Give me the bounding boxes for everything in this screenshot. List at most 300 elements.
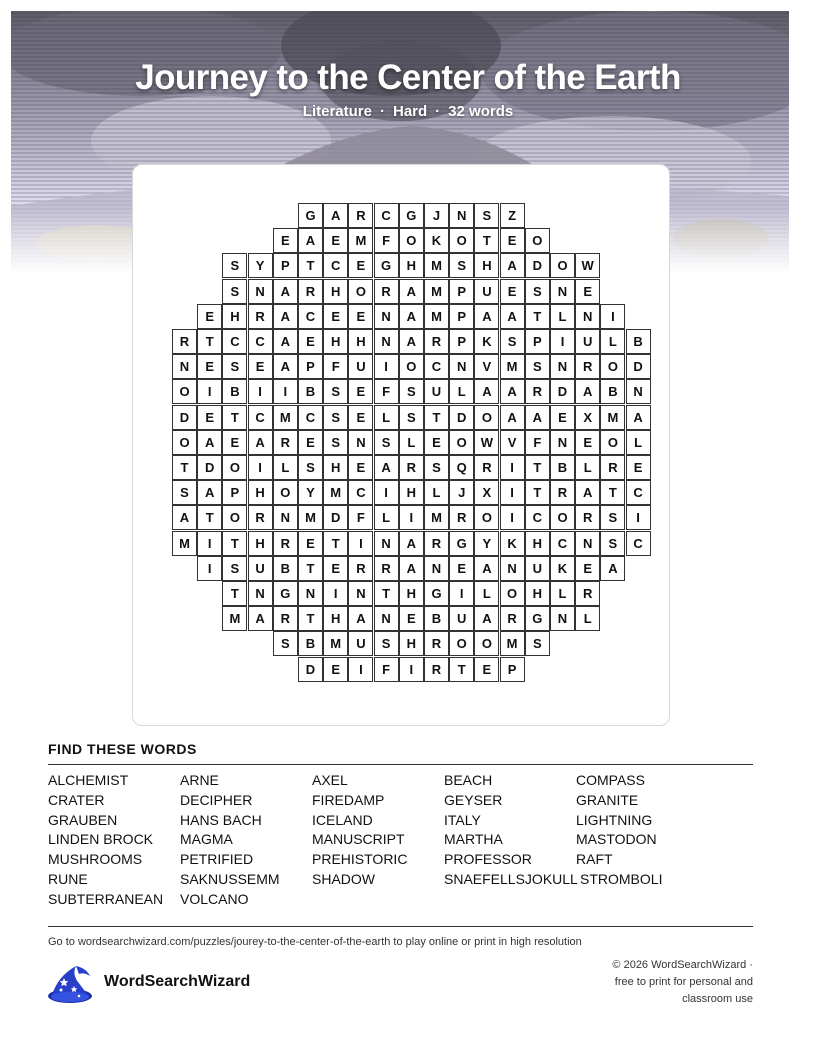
grid-cell[interactable]: E [500,228,525,253]
grid-cell[interactable]: A [348,606,373,631]
grid-cell[interactable]: Z [500,203,525,228]
grid-cell[interactable]: A [197,430,222,455]
grid-cell[interactable]: S [600,505,625,530]
grid-cell[interactable]: O [600,354,625,379]
grid-cell[interactable]: L [424,480,449,505]
grid-cell[interactable]: I [323,581,348,606]
grid-cell[interactable]: R [449,505,474,530]
grid-cell[interactable]: R [248,304,273,329]
grid-cell[interactable]: I [374,354,399,379]
grid-cell[interactable]: T [525,455,550,480]
grid-cell[interactable]: M [600,405,625,430]
grid-cell[interactable]: E [449,556,474,581]
grid-cell[interactable]: F [323,354,348,379]
grid-cell[interactable]: U [575,329,600,354]
grid-cell[interactable]: T [474,228,499,253]
grid-cell[interactable]: N [449,203,474,228]
grid-cell[interactable]: U [348,631,373,656]
grid-cell[interactable]: S [172,480,197,505]
grid-cell[interactable]: I [399,505,424,530]
grid-cell[interactable]: N [550,279,575,304]
grid-cell[interactable]: E [323,657,348,682]
grid-cell[interactable]: A [273,354,298,379]
grid-cell[interactable]: N [374,329,399,354]
grid-cell[interactable]: A [273,279,298,304]
grid-cell[interactable]: A [474,304,499,329]
grid-cell[interactable]: R [298,279,323,304]
grid-cell[interactable]: I [248,379,273,404]
grid-cell[interactable]: B [626,329,651,354]
grid-cell[interactable]: H [248,531,273,556]
grid-cell[interactable]: O [399,354,424,379]
grid-cell[interactable]: R [550,480,575,505]
grid-cell[interactable]: F [374,657,399,682]
grid-cell[interactable]: O [500,581,525,606]
grid-cell[interactable]: G [273,581,298,606]
grid-cell[interactable]: S [222,253,247,278]
grid-cell[interactable]: U [348,354,373,379]
grid-cell[interactable]: T [525,304,550,329]
grid-cell[interactable]: O [600,430,625,455]
grid-cell[interactable]: H [399,581,424,606]
grid-cell[interactable]: R [172,329,197,354]
grid-cell[interactable]: B [424,606,449,631]
grid-cell[interactable]: N [374,531,399,556]
grid-cell[interactable]: U [248,556,273,581]
grid-cell[interactable]: E [575,430,600,455]
grid-cell[interactable]: A [474,556,499,581]
grid-cell[interactable]: M [323,631,348,656]
grid-cell[interactable]: E [197,405,222,430]
grid-cell[interactable]: M [323,480,348,505]
grid-cell[interactable]: C [298,304,323,329]
grid-cell[interactable]: R [575,505,600,530]
grid-cell[interactable]: W [474,430,499,455]
grid-cell[interactable]: R [525,379,550,404]
grid-cell[interactable]: E [222,430,247,455]
grid-cell[interactable]: G [298,203,323,228]
grid-cell[interactable]: A [525,405,550,430]
grid-cell[interactable]: E [348,253,373,278]
grid-cell[interactable]: N [374,304,399,329]
grid-cell[interactable]: N [424,556,449,581]
grid-cell[interactable]: A [500,379,525,404]
grid-cell[interactable]: M [500,354,525,379]
grid-cell[interactable]: O [273,480,298,505]
grid-cell[interactable]: K [550,556,575,581]
grid-cell[interactable]: B [600,379,625,404]
grid-cell[interactable]: S [399,379,424,404]
grid-cell[interactable]: A [474,379,499,404]
grid-cell[interactable]: N [348,430,373,455]
grid-cell[interactable]: S [222,279,247,304]
grid-cell[interactable]: G [424,581,449,606]
grid-cell[interactable]: D [323,505,348,530]
grid-cell[interactable]: F [525,430,550,455]
grid-cell[interactable]: R [273,430,298,455]
grid-cell[interactable]: E [575,279,600,304]
grid-cell[interactable]: C [222,329,247,354]
grid-cell[interactable]: M [222,606,247,631]
grid-cell[interactable]: R [273,606,298,631]
grid-cell[interactable]: P [525,329,550,354]
grid-cell[interactable]: R [575,354,600,379]
grid-cell[interactable]: T [222,531,247,556]
grid-cell[interactable]: E [626,455,651,480]
grid-cell[interactable]: D [626,354,651,379]
grid-cell[interactable]: C [424,354,449,379]
grid-cell[interactable]: D [197,455,222,480]
grid-cell[interactable]: K [424,228,449,253]
grid-cell[interactable]: H [348,329,373,354]
grid-cell[interactable]: I [500,505,525,530]
grid-cell[interactable]: S [374,430,399,455]
grid-cell[interactable]: A [172,505,197,530]
grid-cell[interactable]: T [449,657,474,682]
grid-cell[interactable]: I [449,581,474,606]
grid-cell[interactable]: L [374,405,399,430]
grid-cell[interactable]: L [626,430,651,455]
grid-cell[interactable]: Y [298,480,323,505]
grid-cell[interactable]: I [626,505,651,530]
grid-cell[interactable]: L [474,581,499,606]
grid-cell[interactable]: E [348,379,373,404]
grid-cell[interactable]: J [424,203,449,228]
grid-cell[interactable]: G [525,606,550,631]
grid-cell[interactable]: S [273,631,298,656]
grid-cell[interactable]: L [600,329,625,354]
grid-cell[interactable]: E [500,279,525,304]
grid-cell[interactable]: S [323,379,348,404]
grid-cell[interactable]: E [348,405,373,430]
grid-cell[interactable]: H [525,531,550,556]
grid-cell[interactable]: E [273,228,298,253]
grid-cell[interactable]: O [449,430,474,455]
grid-cell[interactable]: M [424,253,449,278]
grid-cell[interactable]: P [222,480,247,505]
grid-cell[interactable]: C [550,531,575,556]
grid-cell[interactable]: P [298,354,323,379]
grid-cell[interactable]: I [197,556,222,581]
grid-cell[interactable]: A [626,405,651,430]
grid-cell[interactable]: N [374,606,399,631]
grid-cell[interactable]: V [474,354,499,379]
grid-cell[interactable]: D [449,405,474,430]
grid-cell[interactable]: N [575,304,600,329]
grid-cell[interactable]: S [600,531,625,556]
grid-cell[interactable]: T [600,480,625,505]
grid-cell[interactable]: H [323,455,348,480]
grid-cell[interactable]: N [172,354,197,379]
grid-cell[interactable]: B [298,631,323,656]
grid-cell[interactable]: E [298,329,323,354]
grid-cell[interactable]: V [500,430,525,455]
grid-cell[interactable]: S [323,405,348,430]
grid-cell[interactable]: H [323,606,348,631]
grid-cell[interactable]: O [525,228,550,253]
grid-cell[interactable]: T [374,581,399,606]
grid-cell[interactable]: R [474,455,499,480]
grid-cell[interactable]: H [323,329,348,354]
grid-cell[interactable]: E [323,556,348,581]
grid-cell[interactable]: O [550,253,575,278]
grid-cell[interactable]: E [348,304,373,329]
grid-cell[interactable]: S [222,556,247,581]
grid-cell[interactable]: N [298,581,323,606]
grid-cell[interactable]: M [424,505,449,530]
grid-cell[interactable]: A [600,556,625,581]
grid-cell[interactable]: A [399,304,424,329]
grid-cell[interactable]: I [399,657,424,682]
grid-cell[interactable]: Y [474,531,499,556]
grid-cell[interactable]: H [323,279,348,304]
grid-cell[interactable]: H [399,480,424,505]
grid-cell[interactable]: H [525,581,550,606]
grid-cell[interactable]: R [600,455,625,480]
grid-cell[interactable]: O [172,430,197,455]
grid-cell[interactable]: R [374,279,399,304]
grid-cell[interactable]: R [424,657,449,682]
grid-cell[interactable]: F [348,505,373,530]
grid-cell[interactable]: N [626,379,651,404]
grid-cell[interactable]: O [222,455,247,480]
grid-cell[interactable]: N [348,581,373,606]
grid-cell[interactable]: E [575,556,600,581]
grid-cell[interactable]: C [626,531,651,556]
grid-cell[interactable]: R [424,631,449,656]
grid-cell[interactable]: T [323,531,348,556]
grid-cell[interactable]: R [424,329,449,354]
grid-cell[interactable]: L [550,304,575,329]
grid-cell[interactable]: I [197,531,222,556]
grid-cell[interactable]: A [399,279,424,304]
grid-cell[interactable]: E [248,354,273,379]
grid-cell[interactable]: A [298,228,323,253]
grid-cell[interactable]: P [449,329,474,354]
grid-cell[interactable]: E [197,304,222,329]
grid-cell[interactable]: A [575,480,600,505]
grid-cell[interactable]: K [500,531,525,556]
grid-cell[interactable]: P [449,279,474,304]
grid-cell[interactable]: C [626,480,651,505]
grid-cell[interactable]: N [550,430,575,455]
grid-cell[interactable]: I [248,455,273,480]
grid-cell[interactable]: D [172,405,197,430]
grid-cell[interactable]: I [348,657,373,682]
grid-cell[interactable]: Q [449,455,474,480]
grid-cell[interactable]: P [273,253,298,278]
grid-cell[interactable]: O [222,505,247,530]
grid-cell[interactable]: M [348,228,373,253]
grid-cell[interactable]: S [500,329,525,354]
grid-cell[interactable]: E [323,228,348,253]
grid-cell[interactable]: O [449,631,474,656]
grid-cell[interactable]: I [500,455,525,480]
grid-cell[interactable]: C [525,505,550,530]
grid-cell[interactable]: M [424,279,449,304]
grid-cell[interactable]: J [449,480,474,505]
grid-cell[interactable]: U [424,379,449,404]
grid-cell[interactable]: A [323,203,348,228]
grid-cell[interactable]: C [348,480,373,505]
grid-cell[interactable]: S [374,631,399,656]
grid-cell[interactable]: I [273,379,298,404]
grid-cell[interactable]: N [575,531,600,556]
grid-cell[interactable]: G [449,531,474,556]
grid-cell[interactable]: C [374,203,399,228]
grid-cell[interactable]: S [474,203,499,228]
footer-link-text[interactable]: Go to wordsearchwizard.com/puzzles/jourey-to-the-center-of-the-earth to play online or print in high resolution [48,936,582,948]
grid-cell[interactable]: A [575,379,600,404]
grid-cell[interactable]: L [449,379,474,404]
grid-cell[interactable]: F [374,379,399,404]
grid-cell[interactable]: I [348,531,373,556]
grid-cell[interactable]: T [298,253,323,278]
grid-cell[interactable]: A [500,405,525,430]
grid-cell[interactable]: S [399,405,424,430]
grid-cell[interactable]: T [222,581,247,606]
grid-cell[interactable]: N [248,279,273,304]
grid-cell[interactable]: D [550,379,575,404]
grid-cell[interactable]: R [374,556,399,581]
grid-cell[interactable]: R [575,581,600,606]
grid-cell[interactable]: N [550,354,575,379]
grid-cell[interactable]: O [399,228,424,253]
grid-cell[interactable]: R [248,505,273,530]
grid-cell[interactable]: U [474,279,499,304]
grid-cell[interactable]: E [474,657,499,682]
grid-cell[interactable]: R [273,531,298,556]
grid-cell[interactable]: B [298,379,323,404]
grid-cell[interactable]: R [424,531,449,556]
grid-cell[interactable]: A [500,304,525,329]
grid-cell[interactable]: E [550,405,575,430]
grid-cell[interactable]: T [197,505,222,530]
grid-cell[interactable]: N [500,556,525,581]
grid-cell[interactable]: Y [248,253,273,278]
grid-cell[interactable]: O [348,279,373,304]
grid-cell[interactable]: B [550,455,575,480]
grid-cell[interactable]: I [600,304,625,329]
grid-cell[interactable]: O [474,405,499,430]
grid-cell[interactable]: M [273,405,298,430]
grid-cell[interactable]: B [222,379,247,404]
grid-cell[interactable]: I [374,480,399,505]
grid-cell[interactable]: T [222,405,247,430]
grid-cell[interactable]: X [575,405,600,430]
grid-cell[interactable]: A [248,606,273,631]
grid-cell[interactable]: R [348,556,373,581]
grid-cell[interactable]: I [500,480,525,505]
grid-cell[interactable]: H [222,304,247,329]
grid-cell[interactable]: T [197,329,222,354]
grid-cell[interactable]: L [273,455,298,480]
grid-cell[interactable]: C [323,253,348,278]
grid-cell[interactable]: C [248,329,273,354]
grid-cell[interactable]: L [550,581,575,606]
grid-cell[interactable]: N [248,581,273,606]
grid-cell[interactable]: E [197,354,222,379]
grid-cell[interactable]: S [525,354,550,379]
grid-cell[interactable]: X [474,480,499,505]
grid-cell[interactable]: T [424,405,449,430]
grid-cell[interactable]: M [172,531,197,556]
grid-cell[interactable]: A [399,329,424,354]
grid-cell[interactable]: E [323,304,348,329]
grid-cell[interactable]: C [298,405,323,430]
grid-cell[interactable]: L [399,430,424,455]
grid-cell[interactable]: M [298,505,323,530]
grid-cell[interactable]: P [500,657,525,682]
grid-cell[interactable]: S [222,354,247,379]
grid-cell[interactable]: S [323,430,348,455]
grid-cell[interactable]: N [449,354,474,379]
grid-cell[interactable]: R [399,455,424,480]
grid-cell[interactable]: H [248,480,273,505]
grid-cell[interactable]: S [525,631,550,656]
grid-cell[interactable]: O [449,228,474,253]
grid-cell[interactable]: P [449,304,474,329]
grid-cell[interactable]: A [500,253,525,278]
grid-cell[interactable]: L [575,455,600,480]
grid-cell[interactable]: T [172,455,197,480]
grid-cell[interactable]: A [273,329,298,354]
grid-cell[interactable]: A [399,531,424,556]
grid-cell[interactable]: O [474,631,499,656]
grid-cell[interactable]: A [197,480,222,505]
grid-cell[interactable]: N [273,505,298,530]
grid-cell[interactable]: H [399,253,424,278]
grid-cell[interactable]: I [197,379,222,404]
grid-cell[interactable]: E [399,606,424,631]
grid-cell[interactable]: E [298,430,323,455]
grid-cell[interactable]: O [474,505,499,530]
grid-cell[interactable]: C [248,405,273,430]
grid-cell[interactable]: R [500,606,525,631]
grid-cell[interactable]: M [500,631,525,656]
grid-cell[interactable]: A [273,304,298,329]
grid-cell[interactable]: K [474,329,499,354]
grid-cell[interactable]: F [374,228,399,253]
grid-cell[interactable]: A [474,606,499,631]
grid-cell[interactable]: G [374,253,399,278]
grid-cell[interactable]: D [525,253,550,278]
grid-cell[interactable]: E [424,430,449,455]
grid-cell[interactable]: T [525,480,550,505]
grid-cell[interactable]: S [424,455,449,480]
grid-cell[interactable]: A [248,430,273,455]
grid-cell[interactable]: H [474,253,499,278]
grid-cell[interactable]: L [575,606,600,631]
grid-cell[interactable]: M [424,304,449,329]
grid-cell[interactable]: R [348,203,373,228]
grid-cell[interactable]: A [399,556,424,581]
grid-cell[interactable]: W [575,253,600,278]
grid-cell[interactable]: S [525,279,550,304]
grid-cell[interactable]: N [550,606,575,631]
grid-cell[interactable]: U [449,606,474,631]
grid-cell[interactable]: O [550,505,575,530]
grid-cell[interactable]: A [374,455,399,480]
grid-cell[interactable]: B [273,556,298,581]
grid-cell[interactable]: S [298,455,323,480]
grid-cell[interactable]: G [399,203,424,228]
grid-cell[interactable]: L [374,505,399,530]
grid-cell[interactable]: H [399,631,424,656]
grid-cell[interactable]: I [550,329,575,354]
grid-cell[interactable]: O [172,379,197,404]
grid-cell[interactable]: U [525,556,550,581]
